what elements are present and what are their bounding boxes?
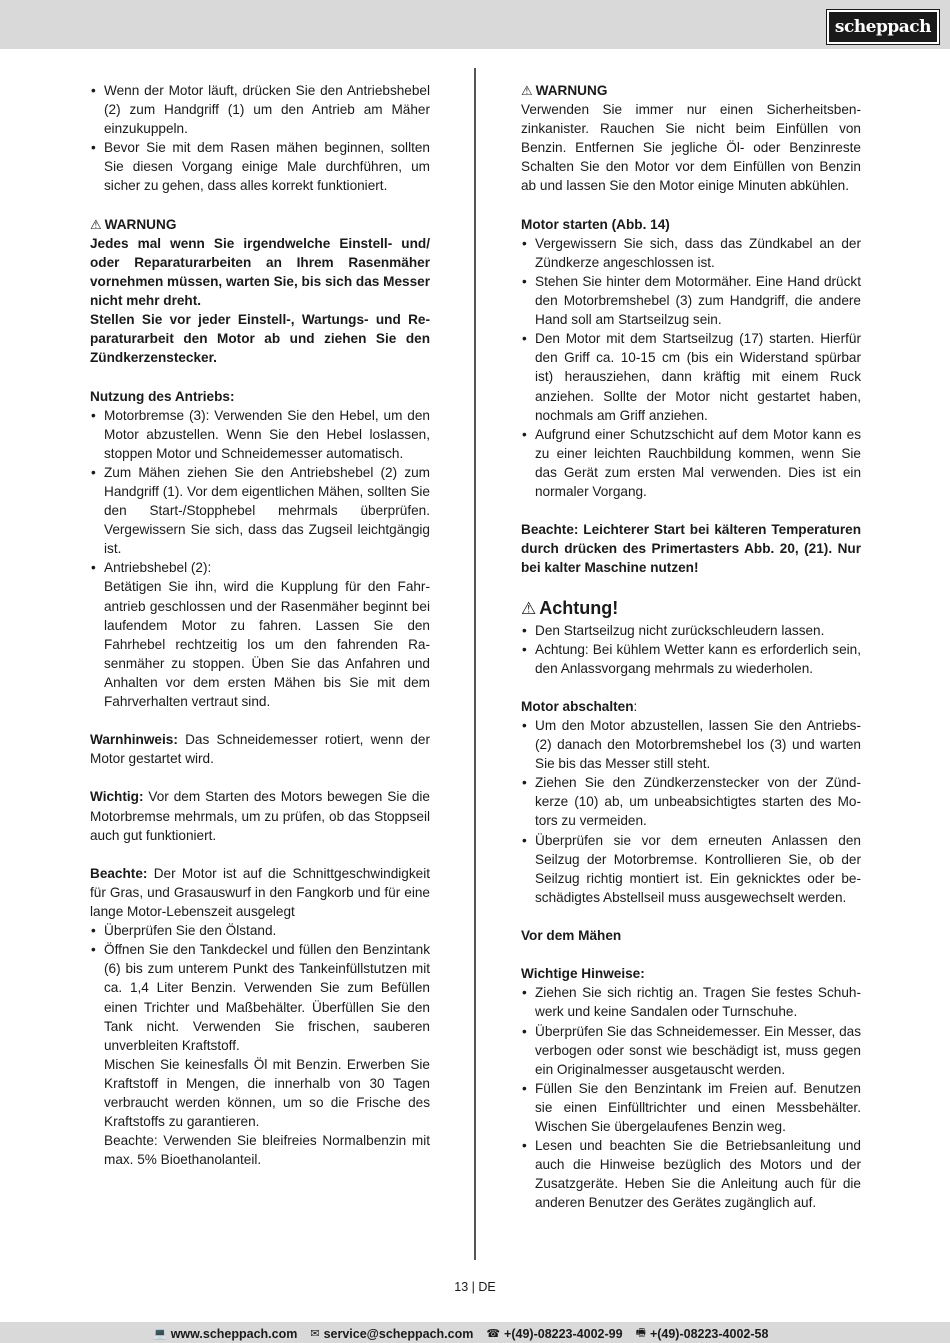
list-item: • Bevor Sie mit dem Rasen mähen beginnen, sollten Sie diesen Vorgang einige Male durchführen, um sicher zu gehen, dass alles korrekt funktioniert. [90, 138, 430, 195]
phone-text: +(49)-08223-4002-99 [504, 1326, 623, 1341]
warning-heading [521, 81, 861, 100]
list-item: • Aufgrund einer Schutzschicht auf dem Motor kann es zu einer leichten Rauchbildung kommen, wenn Sie das Gerät zum ersten Mal verwenden. Dies ist ein normaler Vorgang. [521, 425, 861, 501]
list-item: • Stehen Sie hinter dem Motormäher. Eine Hand drückt den Motorbremshebel (3) zum Handgriff, die andere Hand soll am Startseilzug sein. [521, 272, 861, 329]
section-heading-stop [521, 697, 861, 716]
fax-text: +(49)-08223-4002-58 [649, 1326, 769, 1341]
primer-note: Beachte: Leichterer Start bei kälteren Temperaturen durch drücken des Primertasters Abb. 20, (21). Nur bei kalter Maschine nutzen! [521, 522, 861, 576]
warning-paragraph: Jedes mal wenn Sie irgendwelche Einstell- und/ oder Reparaturarbeiten an Ihrem Rasenmäher vornehmen müssen, warten Sie, bis sich das Messer nicht mehr dreht. [90, 235, 430, 309]
warning-heading [90, 215, 430, 234]
list-item: • Überprüfen Sie den Ölstand. [90, 921, 430, 940]
note-label: Beachte: [90, 865, 148, 881]
important-text: Vor dem Starten des Motors bewegen Sie die Motorbremse mehrmals, um zu prüfen, ob das Stoppseil auch gut funktioniert. [90, 789, 430, 843]
attention-title: Achtung! [539, 597, 619, 618]
list-item [90, 558, 430, 711]
fax-icon: 🖷 [635, 1327, 646, 1339]
notice-label: Warnhinweis: [90, 732, 178, 748]
list-item: • Füllen Sie den Benzintank im Freien auf. Benutzen sie einen Einfülltrichter und einen Messbehälter. Wischen Sie übergelaufenes Benzin weg. [521, 1079, 861, 1136]
email-text: service@scheppach.com [323, 1326, 474, 1341]
brand-logo: scheppach [827, 10, 939, 44]
warning-triangle-icon: ⚠ [90, 216, 102, 232]
warning-title: WARNUNG [535, 83, 608, 98]
column-divider [474, 68, 476, 1260]
note-text: Der Motor ist auf die Schnittgeschwindigkeit für Gras, und Grasauswurf in den Fangkorb und für eine lange Motor-Lebenszeit ausgelegt [90, 865, 430, 920]
list-item-text: Mischen Sie keinesfalls Öl mit Benzin. Erwerben Sie Kraftstoff in Mengen, die innerhalb von 30 Tagen verbraucht werden können, um so die Frische des Kraftstoffs zu garantieren. [104, 1056, 430, 1130]
important-label: Wichtig: [90, 789, 144, 805]
list-item: • Motorbremse (3): Verwenden Sie den Hebel, um den Motor abzustellen. Wenn Sie den Hebel loslassen, stoppen Motor und Schneidemesser automatisch. [90, 406, 430, 463]
list-item: • Zum Mähen ziehen Sie den Antriebshebel (2) zum Handgriff (1). Vor dem eigentlichen Mähen, sollten Sie den Start-/Stopphebel mehrmals überprüfen. Vergewissern Sie sich, dass das Zugseil leichtgängig ist. [90, 463, 430, 558]
list-item: • Lesen und beachten Sie die Betriebsanleitung und auch die Hinweise bezüglich des Motors und der Zusatzgeräte. Heben Sie die Anleitung auch für die anderen Benutzer des Gerätes zugänglich auf. [521, 1136, 861, 1212]
list-item: • Achtung: Bei kühlem Wetter kann es erforderlich sein, den Anlassvorgang mehrmals zu wiederholen. [521, 640, 861, 678]
footer-email[interactable] [310, 1324, 473, 1343]
stop-colon: : [633, 698, 638, 714]
warning-triangle-icon: ⚠ [521, 83, 533, 98]
list-item: • Überprüfen sie vor dem erneuten Anlassen den Seilzug der Motorbremse. Kontrollieren Sie, ob der Seilzug richtig montiert ist. Ein geknicktes oder beschädigtes Abstellseil muss ausgewechselt werden. [521, 831, 861, 907]
list-item [90, 940, 430, 1169]
list-item: • Ziehen Sie sich richtig an. Tragen Sie festes Schuhwerk und keine Sandalen oder Turnschuhe. [521, 983, 861, 1021]
start-bullet-list [521, 234, 861, 501]
envelope-icon: ✉ [310, 1328, 320, 1340]
list-item: • Ziehen Sie den Zündkerzenstecker von der Zündkerze (10) ab, um unbeabsichtigtes starten des Motors zu vermeiden. [521, 773, 861, 830]
list-item: • Den Motor mit dem Startseilzug (17) starten. Hierfür den Griff ca. 10-15 cm (bis ein Widerstand spürbar ist) herausziehen, dann kräftig mit einem Ruck anziehen. Sollte der Motor nicht gestartet haben, nochmals am Griff anziehen. [521, 329, 861, 424]
list-item-text: Beachte: Verwenden Sie bleifreies Normalbenzin mit max. 5% Bioethanolanteil. [104, 1133, 430, 1168]
section-heading-hints: Wichtige Hinweise: [521, 966, 645, 982]
list-item: • Den Startseilzug nicht zurückschleudern lassen. [521, 621, 861, 640]
list-item: • Überprüfen Sie das Schneidemesser. Ein Messer, das verbogen oder sonst wie beschädigt ist, muss gegen ein Originalmesser ausgetauscht werden. [521, 1022, 861, 1079]
warning-paragraph: Verwenden Sie immer nur einen Sicherheitsbenzinkanister. Rauchen Sie nicht beim Einfüllen von Benzin. Entfernen Sie jegliche Öl- oder Benzinreste Schalten Sie den Motor vor dem Einfüllen von Benzin ab und lassen Sie den Motor einige Minuten abkühlen. [521, 102, 861, 194]
phone-icon: ☎ [486, 1328, 501, 1340]
important-paragraph [90, 787, 430, 844]
drive-bullet-list [90, 406, 430, 712]
stop-heading: Motor abschalten [521, 698, 634, 714]
computer-icon: 💻 [153, 1328, 167, 1340]
footer-bar [0, 1322, 950, 1343]
warning-paragraph: Stellen Sie vor jeder Einstell-, Wartungs- und Reparaturarbeit den Motor ab und ziehen Sie den Zündkerzenstecker. [90, 312, 430, 366]
left-column [90, 81, 430, 1169]
notice-text: Das Schneidemesser rotiert, wenn der Motor gestartet wird. [90, 732, 430, 767]
fuel-bullet-list [90, 921, 430, 1169]
website-text: www.scheppach.com [170, 1326, 298, 1341]
list-item-text: Öffnen Sie den Tankdeckel und füllen den Benzintank (6) bis zum unterem Punkt des Tankeinfüllstutzen mit ca. 1,4 Liter Benzin. Verwenden Sie zum Befüllen einen Trichter und Maßbehälter. Überfüllen Sie den Tank nicht. Verwenden Sie frischen, sauberen unverbleiten Kraftstoff. [104, 942, 430, 1053]
footer-fax [636, 1324, 769, 1343]
note-paragraph [90, 864, 430, 921]
header-bar [0, 0, 950, 49]
intro-bullet-list [90, 81, 430, 196]
section-heading-start: Motor starten (Abb. 14) [521, 216, 670, 232]
list-item-title: Antriebshebel (2): [104, 560, 212, 576]
hints-bullet-list [521, 983, 861, 1212]
warning-triangle-icon: ⚠ [521, 598, 537, 618]
footer-phone [486, 1324, 622, 1343]
footer-website[interactable] [153, 1324, 297, 1343]
list-item: • Wenn der Motor läuft, drücken Sie den Antriebshebel (2) zum Handgriff (1) um den Antrieb am Mäher einzukuppeln. [90, 81, 430, 138]
page-number: 13 | DE [454, 1280, 496, 1294]
stop-bullet-list [521, 716, 861, 907]
attention-heading [521, 597, 861, 620]
list-item: • Um den Motor abzustellen, lassen Sie den Antriebs- (2) danach den Motorbremshebel los (3) und warten Sie bis das Messer still steht. [521, 716, 861, 773]
list-item-text: Betätigen Sie ihn, wird die Kupplung für den Fahrantrieb geschlossen und der Rasenmäher beginnt bei laufendem Motor zu fahren. Lassen Sie den Fahrhebel rechtzeitig los um den fahrenden Rasenmäher zu stoppen. Üben Sie das Anfahren und Anhalten vor dem ersten Mähen bis Sie mit dem Fahrverhalten vertraut sind. [104, 579, 430, 709]
section-heading-drive: Nutzung des Antriebs: [90, 388, 235, 404]
right-column [521, 81, 861, 1212]
warning-title: WARNUNG [104, 216, 177, 232]
list-item: • Vergewissern Sie sich, dass das Zündkabel an der Zündkerze angeschlossen ist. [521, 234, 861, 272]
section-heading-before-mowing: Vor dem Mähen [521, 928, 622, 944]
notice-paragraph [90, 730, 430, 768]
attention-bullet-list [521, 621, 861, 678]
